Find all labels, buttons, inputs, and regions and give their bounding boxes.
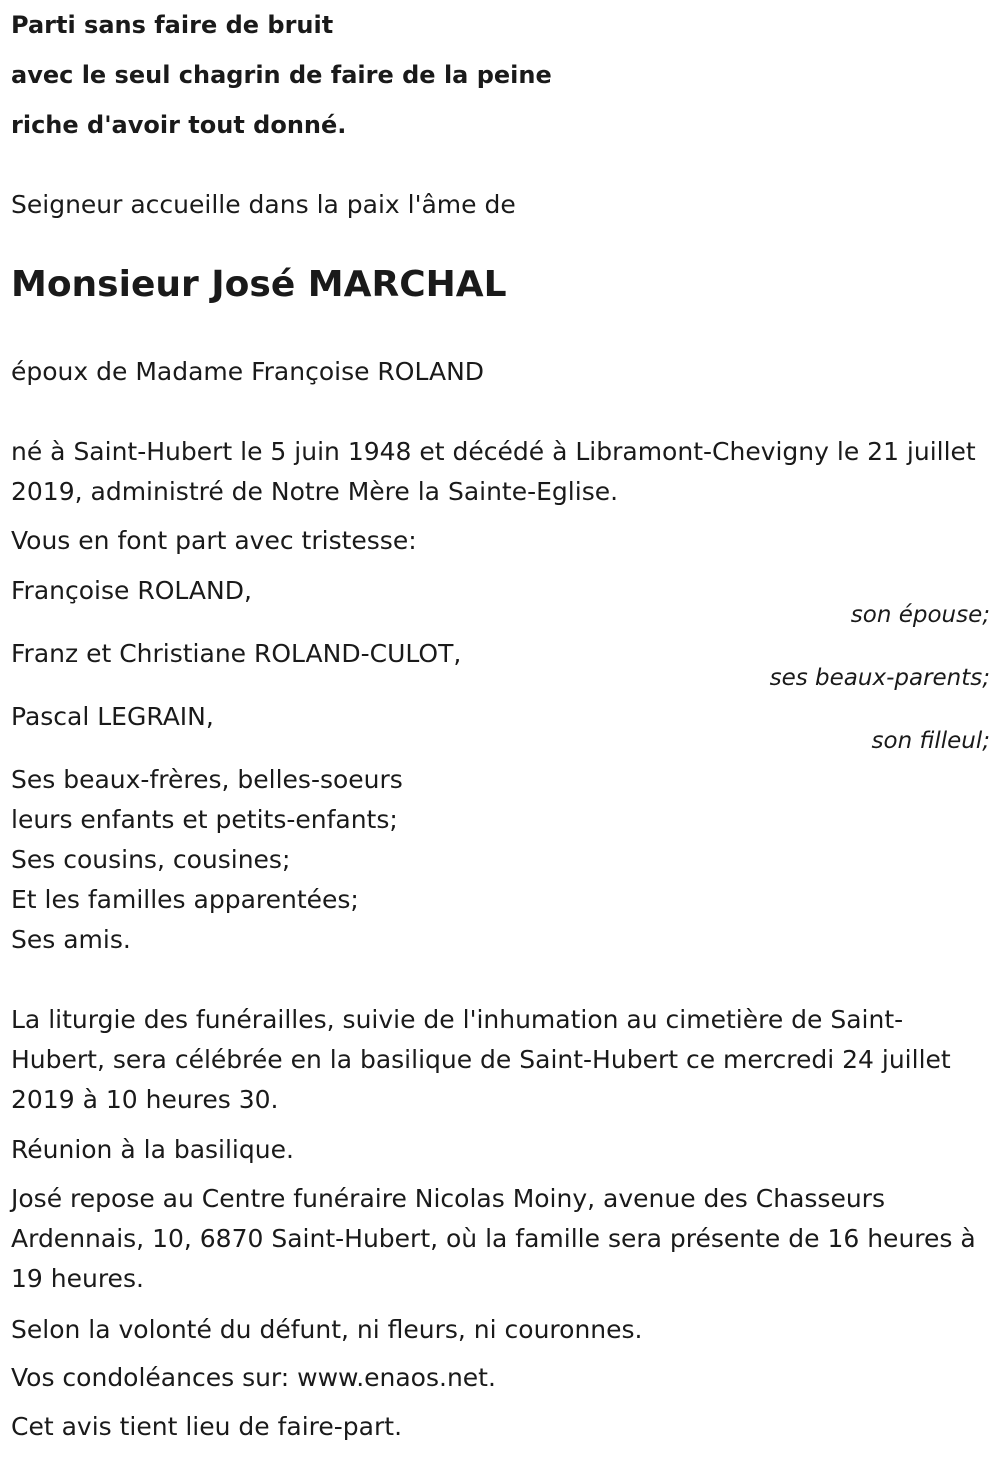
spouse-line: époux de Madame Françoise ROLAND bbox=[11, 357, 485, 386]
relatives-list bbox=[11, 760, 403, 960]
poem-line-3: riche d'avoir tout donné. bbox=[11, 111, 347, 139]
poem-line-1: Parti sans faire de bruit bbox=[11, 11, 334, 39]
rest-location-text: José repose au Centre funéraire Nicolas Moiny, avenue des Chasseurs Ardennais, 10, 6870 Saint-Hubert, où la famille sera présente de 16 heures à 19 heures. bbox=[11, 1184, 976, 1293]
deceased-name: Monsieur José MARCHAL bbox=[11, 264, 507, 305]
wish-text: Selon la volonté du défunt, ni fleurs, ni couronnes. bbox=[11, 1315, 643, 1344]
meeting-text: Réunion à la basilique. bbox=[11, 1135, 294, 1164]
family-member-name: Franz et Christiane ROLAND-CULOT, bbox=[11, 639, 462, 668]
relatives-list-item: leurs enfants et petits-enfants; bbox=[11, 805, 398, 834]
condolences-text: Vos condoléances sur: www.enaos.net. bbox=[11, 1363, 496, 1392]
family-member-name: Pascal LEGRAIN, bbox=[11, 702, 214, 731]
relatives-list-item: Ses cousins, cousines; bbox=[11, 845, 291, 874]
family-member-name: Françoise ROLAND, bbox=[11, 576, 252, 605]
family-member-role: son épouse; bbox=[850, 602, 990, 628]
family-member-role: ses beaux-parents; bbox=[769, 665, 990, 691]
announce-text: Vous en font part avec tristesse: bbox=[11, 526, 417, 555]
intro-text: Seigneur accueille dans la paix l'âme de bbox=[11, 190, 516, 219]
relatives-list-item: Ses amis. bbox=[11, 925, 131, 954]
family-member-role: son filleul; bbox=[871, 728, 990, 754]
relatives-list-item: Ses beaux-frères, belles-soeurs bbox=[11, 765, 403, 794]
liturgy-text: La liturgie des funérailles, suivie de l'inhumation au cimetière de Saint-Hubert, sera célébrée en la basilique de Saint-Hubert ce mercredi 24 juillet 2019 à 10 heures 30. bbox=[11, 1005, 951, 1114]
relatives-list-item: Et les familles apparentées; bbox=[11, 885, 359, 914]
poem-line-2: avec le seul chagrin de faire de la peine bbox=[11, 61, 552, 89]
birth-death-text: né à Saint-Hubert le 5 juin 1948 et décédé à Libramont-Chevigny le 21 juillet 2019, administré de Notre Mère la Sainte-Eglise. bbox=[11, 437, 976, 506]
notice-text: Cet avis tient lieu de faire-part. bbox=[11, 1412, 403, 1441]
